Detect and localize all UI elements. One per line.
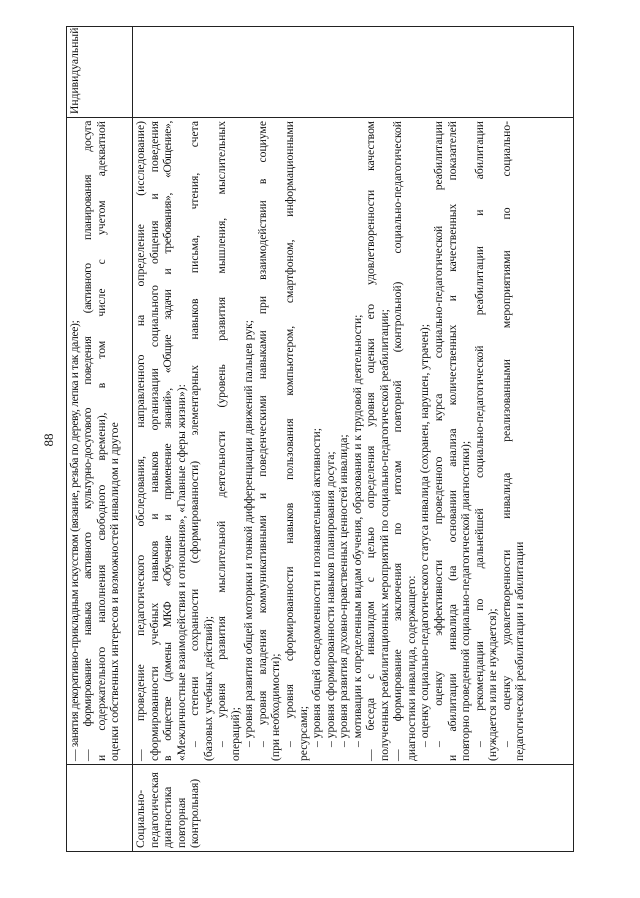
cell-text-block [67,118,122,764]
text-line: – уровня развития мыслительной деятельности (уровень развития мышления, мыслительных [215,121,229,747]
text-line: – уровня общей осведомленности и познавательной активности; [310,428,324,747]
text-line: – степени сохранности (сформированности) элементарных навыков письма, чтения, счета [188,121,202,747]
text-line: – уровня развития общей моторики и тонкой дифференциации движений пальцев рук; [242,319,256,747]
text-line: педагогической реабилитации и абилитации [513,541,527,761]
rotated-page-content [66,27,574,852]
text-line: – оценку эффективности проведенного курса социально-педагогической реабилитации [432,121,446,747]
text-line: — формирование заключения по итогам повторной (контрольной) социально-педагогической [391,121,405,761]
text-line: операций); [228,707,242,761]
cell-text-block [133,118,528,764]
table-cell-service-content [133,118,574,765]
table-cell-service-name [67,765,133,852]
cell-text-block [133,765,203,851]
text-line: (базовых учебных действий); [201,616,215,761]
table-cell-service-content [67,118,133,765]
text-line: – уровня владения коммуникативными и поведенческими навыками при взаимодействии в социуме [255,121,269,747]
text-line: в обществе (домены МКФ «Обучение и применение знаний», «Общие задачи и требования», «Общение», [161,121,175,761]
table-cell-service-form [133,27,574,118]
text-line: — формирование навыка активного культурно-досугового поведения (активного планирования досуга [81,121,95,761]
text-line: сформированности учебных навыков и навыков организации социального общения и поведения [147,121,161,761]
text-line: (контрольная) [188,778,202,848]
text-line: оценки собственных интересов и возможностей инвалидом и другое [107,422,121,761]
table-row [133,27,574,852]
text-line: – оценку социально-педагогического статуса инвалида (сохранен, нарушен, утрачен); [418,324,432,747]
services-table [66,26,574,852]
table-cell-service-form [67,27,133,118]
table-cell-service-name [133,765,574,852]
text-line: — занятия декоративно-прикладным искусством (вязание, резьба по дереву, лепка и так далее); [68,320,81,761]
text-line: диагностика [161,786,175,848]
text-line: повторно проведенной социально-педагогической диагностики); [459,440,473,761]
text-line: — проведение педагогического обследования, направленного на определение (исследование) [134,121,147,761]
text-line: (нуждается или не нуждается); [486,608,500,761]
text-line: «Межличностные взаимодействия и отношения», «Главные сферы жизни»): [174,384,188,761]
text-line: – оценку удовлетворенности инвалида реализованными мероприятиями по социально- [499,121,513,747]
text-line: – уровня сформированности навыков пользования компьютером, смартфоном, информационными [283,121,297,747]
text-line: – мотивации к определенным видам обучения, образования и к трудовой деятельности; [350,314,364,747]
text-line: повторная [174,797,188,848]
text-line: и содержательного наполнения свободного времени), в том числе с учетом адекватной [94,121,108,761]
text-line: (при необходимости); [269,653,283,761]
text-line: педагогическая [147,772,161,848]
text-line: – уровня сформированности навыков планирования досуга; [323,451,337,747]
text-line: – уровня развития духовно-нравственных ценностей инвалида; [337,434,351,747]
table-row [67,27,133,852]
cell-text-form: Индивидуальный [68,27,81,114]
text-line: Социально- [134,789,147,848]
cell-text-form [133,27,135,117]
text-line: и абилитации инвалида (на основании анализа количественных и качественных показателей [445,121,459,761]
text-line: диагностики инвалида, содержащего: [404,575,418,761]
page-number: 88 [41,433,56,447]
text-line: полученных реабилитационных мероприятий по социально-педагогической реабилитации; [377,309,391,761]
text-line: ресурсами; [296,705,310,761]
text-line: – рекомендации по дальнейшей социально-педагогической реабилитации и абилитации [472,121,486,747]
text-line: — беседа с инвалидом с целью определения уровня оценки его удовлетворенности качеством [364,121,378,761]
